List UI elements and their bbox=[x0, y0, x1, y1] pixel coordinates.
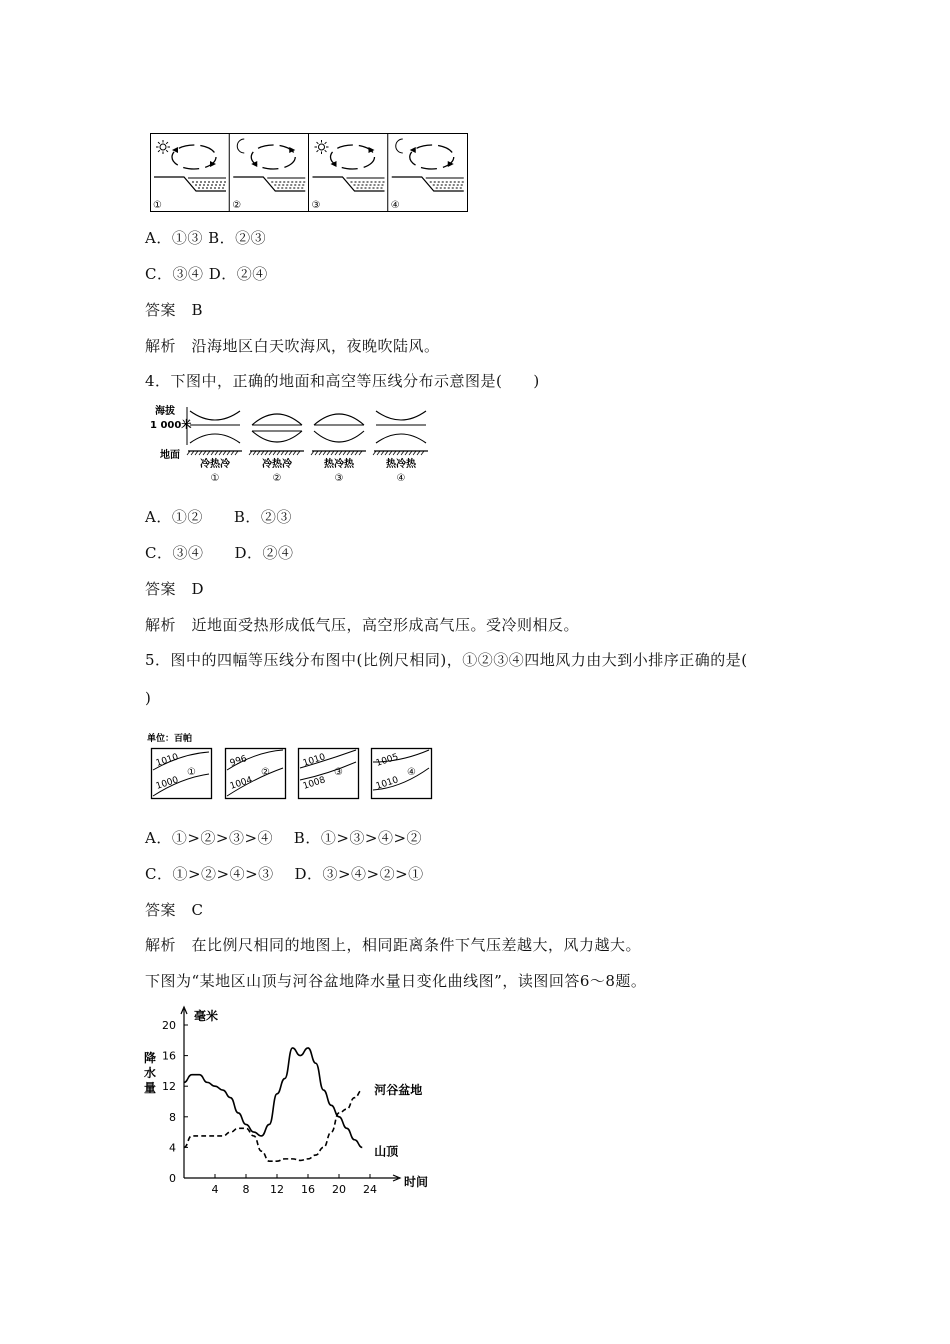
x-tick-label: 4 bbox=[211, 1183, 219, 1196]
q4-stem: 4．下图中，正确的地面和高空等压线分布示意图是( ) bbox=[145, 372, 540, 390]
ground-hatch bbox=[187, 451, 190, 455]
precipitation-chart bbox=[140, 1005, 440, 1200]
isobar-map-1 bbox=[152, 749, 212, 799]
isobar-value: 1010 bbox=[301, 752, 327, 769]
ground-hatch bbox=[195, 451, 198, 455]
ground-hatch bbox=[223, 451, 226, 455]
ground-hatch bbox=[297, 451, 300, 455]
q3-answer: 答案 B bbox=[145, 301, 204, 319]
q4-options-cd: C．③④ D．②④ bbox=[145, 544, 294, 562]
q5-options-ab: A．①>②>③>④ B．①>③>④>② bbox=[145, 829, 423, 847]
arrow-icon bbox=[369, 147, 375, 153]
isobar-map-3 bbox=[299, 749, 359, 799]
y-tick-label: 20 bbox=[162, 1019, 176, 1032]
x-tick-label: 16 bbox=[301, 1183, 315, 1196]
ground-hatch bbox=[199, 451, 202, 455]
ground-hatch bbox=[421, 451, 424, 455]
y-axis-label: 水 bbox=[144, 1066, 157, 1080]
q3-options-ab: A．①③ B．②③ bbox=[145, 229, 267, 247]
ground-hatch bbox=[285, 451, 288, 455]
ground-hatch bbox=[327, 451, 330, 455]
panel-number: ③ bbox=[311, 200, 321, 211]
panel-number: ① bbox=[210, 473, 220, 484]
panel-number: ④ bbox=[396, 473, 406, 484]
ground-hatch bbox=[401, 451, 404, 455]
ground-hatch bbox=[331, 451, 334, 455]
ground-hatch bbox=[249, 451, 252, 455]
circulation-loop bbox=[331, 145, 375, 169]
breeze-panel-1 bbox=[153, 140, 226, 211]
x-tick-label: 12 bbox=[270, 1183, 284, 1196]
circulation-loop bbox=[172, 145, 216, 169]
moon-icon bbox=[396, 139, 403, 153]
q3-analysis: 解析 沿海地区白天吹海风，夜晚吹陆风。 bbox=[145, 337, 440, 355]
panel-number: ② bbox=[232, 200, 242, 211]
ground-label: 地面 bbox=[160, 450, 180, 461]
circulation-loop bbox=[410, 145, 454, 169]
y-tick-label: 4 bbox=[169, 1141, 176, 1155]
ground-hatch bbox=[343, 451, 346, 455]
isobar-panel-3 bbox=[311, 414, 366, 484]
ground-hatch bbox=[339, 451, 342, 455]
coastline bbox=[313, 177, 385, 191]
ground-hatch bbox=[273, 451, 276, 455]
panel-number: ④ bbox=[407, 767, 416, 778]
q5-stem-line1: 5．图中的四幅等压线分布图中(比例尺相同)，①②③④四地风力由大到小排序正确的是( bbox=[145, 651, 748, 669]
isobar-section-figure bbox=[150, 403, 450, 488]
series-label: 河谷盆地 bbox=[374, 1083, 423, 1098]
lower-isobar bbox=[190, 434, 240, 443]
temperature-label: 热冷热 bbox=[386, 459, 416, 470]
ground-hatch bbox=[231, 451, 234, 455]
isobar-value: 996 bbox=[228, 754, 249, 769]
circulation-loop bbox=[251, 145, 295, 169]
q6-8-intro: 下图为“某地区山顶与河谷盆地降水量日变化曲线图”，读图回答6～8题。 bbox=[145, 972, 647, 990]
ground-hatch bbox=[311, 451, 314, 455]
isobar-value: 1005 bbox=[374, 752, 400, 769]
x-tick-label: 24 bbox=[363, 1183, 377, 1196]
upper-isobar bbox=[376, 411, 426, 420]
y-axis-label: 降 bbox=[144, 1051, 157, 1065]
q4-analysis: 解析 近地面受热形成低气压，高空形成高气压。受冷则相反。 bbox=[145, 616, 580, 634]
q5-analysis: 解析 在比例尺相同的地图上，相同距离条件下气压差越大，风力越大。 bbox=[145, 936, 642, 954]
y-unit-label: 毫米 bbox=[194, 1009, 219, 1023]
q4-answer: 答案 D bbox=[145, 580, 205, 598]
ground-hatch bbox=[347, 451, 350, 455]
ground-hatch bbox=[397, 451, 400, 455]
ground-hatch bbox=[265, 451, 268, 455]
arrow-icon bbox=[331, 161, 337, 167]
isobar-map-4 bbox=[372, 749, 432, 799]
series-line-valley-basin bbox=[184, 1090, 362, 1161]
y-tick-label: 12 bbox=[162, 1080, 176, 1094]
isobar-value: 1010 bbox=[154, 752, 180, 769]
ground-hatch bbox=[235, 451, 238, 455]
arrow-icon bbox=[251, 161, 257, 167]
ground-hatch bbox=[289, 451, 292, 455]
ground-hatch bbox=[203, 451, 206, 455]
ground-hatch bbox=[269, 451, 272, 455]
ground-hatch bbox=[211, 451, 214, 455]
ground-hatch bbox=[335, 451, 338, 455]
isobar-panel-4 bbox=[373, 411, 428, 484]
y-tick-label: 16 bbox=[162, 1049, 176, 1063]
ground-hatch bbox=[405, 451, 408, 455]
panel-number: ① bbox=[153, 200, 162, 211]
sun-icon bbox=[315, 140, 329, 154]
panel-number: ③ bbox=[334, 767, 343, 778]
panel-number: ② bbox=[261, 767, 270, 778]
coastline bbox=[233, 177, 305, 191]
temperature-label: 热冷热 bbox=[324, 459, 354, 470]
altitude-label: 海拔 bbox=[155, 406, 175, 417]
y-tick-label: 8 bbox=[169, 1110, 176, 1124]
upper-isobar bbox=[314, 414, 364, 425]
isobar-panel-1 bbox=[187, 411, 242, 484]
ground-hatch bbox=[319, 451, 322, 455]
x-tick-label: 8 bbox=[242, 1183, 250, 1196]
ground-hatch bbox=[315, 451, 318, 455]
arrow-icon bbox=[410, 147, 416, 153]
arrow-icon bbox=[289, 147, 295, 153]
q5-stem-line2: ) bbox=[145, 689, 152, 707]
ground-hatch bbox=[281, 451, 284, 455]
y-tick-label: 0 bbox=[169, 1172, 176, 1185]
ground-hatch bbox=[191, 451, 194, 455]
x-tick-label: 20 bbox=[332, 1183, 346, 1196]
ground-hatch bbox=[207, 451, 210, 455]
q4-options-ab: A．①② B．②③ bbox=[145, 508, 292, 526]
isobar-panel-2 bbox=[249, 414, 304, 484]
breeze-panel-2 bbox=[229, 133, 305, 212]
panel-number: ④ bbox=[390, 200, 400, 211]
series-label: 山顶 bbox=[374, 1144, 399, 1159]
ground-hatch bbox=[227, 451, 230, 455]
ground-hatch bbox=[261, 451, 264, 455]
isobar-value: 1004 bbox=[228, 775, 254, 792]
panel-number: ③ bbox=[334, 473, 344, 484]
ground-hatch bbox=[381, 451, 384, 455]
ground-hatch bbox=[293, 451, 296, 455]
ground-hatch bbox=[323, 451, 326, 455]
q5-answer: 答案 C bbox=[145, 901, 204, 919]
ground-hatch bbox=[417, 451, 420, 455]
ground-hatch bbox=[355, 451, 358, 455]
ground-hatch bbox=[277, 451, 280, 455]
panel-number: ② bbox=[272, 473, 282, 484]
x-axis-label: 时间 bbox=[404, 1175, 429, 1189]
isobar-map-2 bbox=[226, 749, 286, 799]
isobar-value: 1008 bbox=[301, 775, 327, 792]
altitude-1000m-label: 1 000米 bbox=[150, 420, 192, 431]
sea-land-breeze-figure bbox=[150, 133, 470, 213]
temperature-label: 冷热冷 bbox=[200, 459, 230, 470]
lower-isobar bbox=[252, 431, 302, 442]
sun-icon bbox=[156, 140, 170, 154]
ground-hatch bbox=[413, 451, 416, 455]
ground-hatch bbox=[373, 451, 376, 455]
moon-icon bbox=[237, 139, 244, 153]
lower-isobar bbox=[376, 434, 426, 443]
ground-hatch bbox=[389, 451, 392, 455]
ground-hatch bbox=[377, 451, 380, 455]
q5-options-cd: C．①>②>④>③ D．③>④>②>① bbox=[145, 865, 424, 883]
unit-label: 单位：百帕 bbox=[147, 734, 193, 744]
ground-hatch bbox=[393, 451, 396, 455]
upper-isobar bbox=[252, 414, 302, 425]
upper-isobar bbox=[190, 411, 240, 420]
ground-hatch bbox=[215, 451, 218, 455]
ground-hatch bbox=[253, 451, 256, 455]
y-axis-label: 量 bbox=[144, 1081, 157, 1095]
isobar-value: 1010 bbox=[374, 775, 400, 792]
ground-hatch bbox=[351, 451, 354, 455]
coastline bbox=[154, 177, 226, 191]
q3-options-cd: C．③④ D．②④ bbox=[145, 265, 268, 283]
ground-hatch bbox=[359, 451, 362, 455]
ground-hatch bbox=[385, 451, 388, 455]
panel-number: ① bbox=[187, 767, 196, 778]
ground-hatch bbox=[257, 451, 260, 455]
isobar-maps-figure bbox=[145, 730, 440, 802]
lower-isobar bbox=[314, 431, 364, 442]
breeze-panel-4 bbox=[388, 133, 464, 212]
temperature-label: 冷热冷 bbox=[262, 459, 292, 470]
arrow-icon bbox=[172, 147, 178, 153]
ground-hatch bbox=[219, 451, 222, 455]
isobar-value: 1000 bbox=[154, 775, 180, 792]
breeze-panel-3 bbox=[309, 133, 385, 212]
ground-hatch bbox=[409, 451, 412, 455]
series-line-mountain-top bbox=[184, 1048, 362, 1147]
coastline bbox=[392, 177, 464, 191]
